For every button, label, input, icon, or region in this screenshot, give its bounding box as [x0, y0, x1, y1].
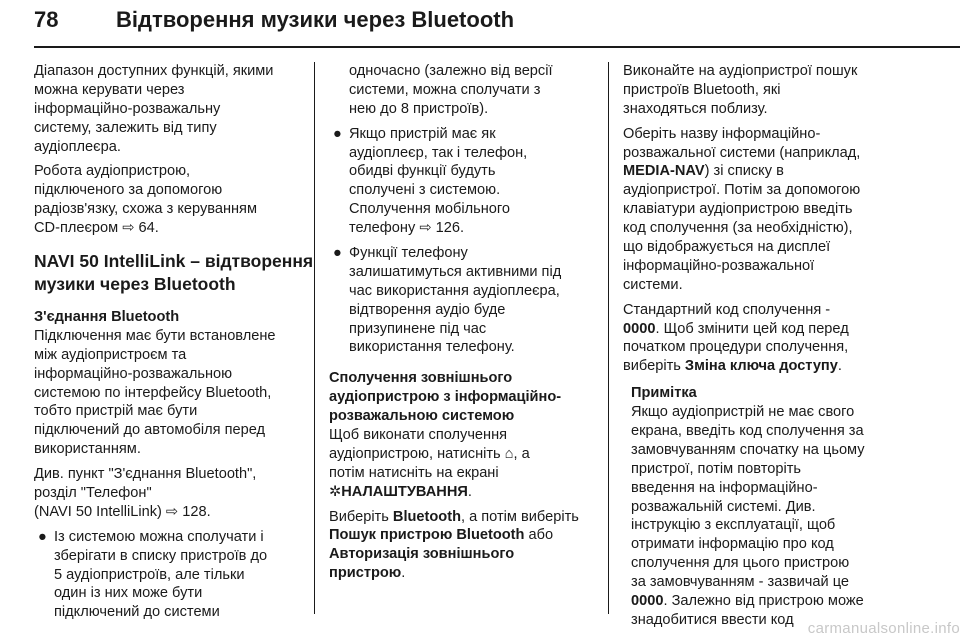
col1-paragraph-1	[34, 62, 310, 156]
heading-line: аудіопристрою з інформаційно-	[329, 389, 562, 406]
col2-paragraph-2	[329, 508, 605, 584]
page-header	[0, 0, 960, 56]
bullet-icon: ●	[333, 245, 342, 262]
text-line: обидві функції будуть	[349, 163, 496, 180]
text-line: знаходяться поблизу.	[623, 100, 768, 117]
bullet-item	[329, 244, 605, 357]
text-line: підключений до системи	[54, 604, 220, 621]
page-number: 78	[34, 7, 59, 32]
bullet-icon: ●	[333, 125, 342, 142]
search-device-label: Пошук пристрою Bluetooth	[329, 527, 525, 544]
text-line: отримати інформацію про код	[631, 536, 834, 553]
text-line: аудіопристрою, натисніть ⌂, а	[329, 445, 530, 462]
text-line: за замовчуванням - зазвичай це	[631, 574, 850, 591]
text-line: пристроїв Bluetooth, які	[623, 81, 781, 98]
bluetooth-label: Bluetooth	[392, 508, 461, 525]
text-line: Якщо пристрій має як	[349, 125, 496, 142]
text-line: Виберіть Bluetooth, а потім виберіть	[329, 508, 579, 525]
text-line: код сполучення (за необхідністю),	[623, 220, 853, 237]
text-line: Щоб виконати сполучення	[329, 427, 508, 444]
text-line: можна керувати через	[34, 81, 185, 98]
heading-line: Сполучення зовнішнього	[329, 370, 513, 387]
text-line: Підключення має бути встановлене	[34, 327, 276, 344]
text-line: призупинене під час	[349, 320, 487, 337]
text-line: підключеного за допомогою	[34, 182, 223, 199]
home-icon: ⌂	[504, 445, 514, 462]
text-line: Пошук пристрою Bluetooth або	[329, 527, 554, 544]
text-line: час використання аудіоплеєра,	[349, 282, 560, 299]
text-line: системою по інтерфейсу Bluetooth,	[34, 384, 272, 401]
text-line: нею до 8 пристроїв).	[349, 100, 489, 117]
text-line: виберіть Зміна ключа доступу.	[623, 358, 842, 375]
text-line: тобто пристрій має бути	[34, 403, 198, 420]
text-line: розділ "Телефон"	[34, 485, 152, 502]
note-default-code: 0000	[631, 593, 664, 610]
text-line: сполучення для цього пристрою	[631, 555, 850, 572]
authorize-device-label-cont: пристрою	[329, 565, 402, 582]
text-line: 0000. Щоб змінити цей код перед	[623, 320, 849, 337]
text-line: зберігати в списку пристроїв до	[54, 547, 268, 564]
text-line: підключений до автомобіля перед	[34, 422, 266, 439]
settings-label: НАЛАШТУВАННЯ	[341, 483, 468, 500]
footer-watermark: carmanualsonline.info	[807, 620, 960, 637]
section-heading	[34, 250, 314, 296]
text-line: розважальній системі. Див.	[631, 498, 816, 515]
text-line: використання телефону.	[349, 339, 515, 356]
text-line: 5 аудіопристроїв, але тільки	[54, 566, 245, 583]
text-line: Робота аудіопристрою,	[34, 163, 191, 180]
text-line: клавіатури аудіопристрою введіть	[623, 201, 853, 218]
text-line	[329, 545, 605, 564]
column-divider-1	[314, 62, 315, 614]
bullet-continuation	[329, 62, 605, 119]
text-line: Якщо аудіопристрій не має свого	[631, 404, 855, 421]
subheading: З'єднання Bluetooth	[34, 309, 180, 326]
text-line: Оберіть назву інформаційно-	[623, 125, 821, 142]
text-line: Див. пункт "З'єднання Bluetooth",	[34, 466, 257, 483]
note-box	[623, 384, 923, 630]
media-nav-label: MEDIA-NAV	[623, 163, 705, 180]
text-line: телефону ⇨ 126.	[349, 220, 465, 237]
authorize-device-label: Авторизація зовнішнього	[329, 546, 515, 563]
text-line: введення на інформаційно-	[631, 479, 818, 496]
text-line: Функції телефону	[349, 245, 468, 262]
text-line: що відображується на дисплеї	[623, 239, 831, 256]
text-line: Сполучення мобільного	[349, 201, 511, 218]
col1-paragraph-3	[34, 327, 310, 459]
text-line: 0000. Залежно від пристрою може	[631, 593, 864, 610]
text-line: інструкцію з експлуатації, щоб	[631, 517, 836, 534]
text-line: відтворення аудіо буде	[349, 301, 506, 318]
change-key-label: Зміна ключа доступу	[684, 358, 838, 375]
text-line: Діапазон доступних функцій, якими	[34, 63, 274, 79]
text-line: радіозв'язку, схожа з керуванням	[34, 201, 257, 218]
text-line: між аудіопристроєм та	[34, 346, 187, 363]
text-line: MEDIA-NAV) зі списку в	[623, 163, 784, 180]
text-line: Стандартний код сполучення -	[623, 301, 831, 318]
column-divider-2	[608, 62, 609, 614]
gear-icon: ✲	[329, 483, 342, 500]
text-line: Із системою можна сполучати і	[54, 528, 264, 545]
text-line: системи.	[623, 276, 683, 293]
column-2	[329, 62, 605, 583]
text-line: систему, залежить від типу	[34, 119, 217, 136]
text-line: ✲НАЛАШТУВАННЯ.	[329, 483, 472, 500]
page-title: Відтворення музики через Bluetooth	[116, 7, 515, 32]
text-line: екрана, введіть код сполучення за	[631, 423, 864, 440]
heading-line: розважальною системою	[329, 408, 515, 425]
text-line: CD-плеєром ⇨ 64.	[34, 220, 159, 237]
text-line: один із них може бути	[54, 585, 203, 602]
text-line: використанням.	[34, 441, 141, 458]
bullet-icon: ●	[38, 528, 47, 545]
text-line: системи, можна сполучати з	[349, 81, 541, 98]
text-line: знадобитися ввести код	[631, 611, 794, 628]
heading-line: музики через Bluetooth	[34, 274, 236, 295]
pairing-heading	[329, 369, 605, 426]
text-line: початком процедури сполучення,	[623, 339, 849, 356]
column-3	[623, 62, 923, 630]
text-line: залишатимуться активними під	[349, 263, 562, 280]
text-line: інформаційно-розважальної	[623, 257, 815, 274]
header-rule	[34, 46, 960, 48]
note-title: Примітка	[631, 385, 697, 402]
col1-paragraph-4	[34, 465, 310, 522]
text-line: аудіоплеєра.	[34, 138, 121, 155]
bullet-item	[329, 125, 605, 238]
text-line: пристрою.	[329, 565, 406, 582]
bullet-item	[34, 528, 310, 622]
text-line: потім натисніть на екрані	[329, 464, 499, 481]
default-code: 0000	[623, 320, 656, 337]
text-line: розважальної системи (наприклад,	[623, 144, 861, 161]
text-line: аудіопристрої. Потім за допомогою	[623, 182, 861, 199]
text-line: замовчуванням спочатку на цьому	[631, 441, 865, 458]
heading-line: NAVI 50 IntelliLink – відтворення	[34, 251, 314, 272]
text-line: (NAVI 50 IntelliLink) ⇨ 128.	[34, 503, 211, 520]
text-line: пристрої, потім повторіть	[631, 460, 801, 477]
col2-paragraph-1	[329, 426, 605, 502]
col3-paragraph-3	[623, 301, 923, 377]
text-line: Виконайте на аудіопристрої пошук	[623, 63, 858, 79]
text-line: аудіоплеєр, так і телефон,	[349, 144, 528, 161]
text-line: інформаційно-розважальною	[34, 365, 233, 382]
col3-paragraph-1	[623, 62, 923, 119]
col1-paragraph-2	[34, 162, 310, 238]
column-1	[34, 62, 314, 622]
text-line: сполучені з системою.	[349, 182, 501, 199]
text-line: інформаційно-розважальну	[34, 100, 221, 117]
text-line: одночасно (залежно від версії	[349, 63, 553, 79]
col3-paragraph-2	[623, 125, 923, 295]
